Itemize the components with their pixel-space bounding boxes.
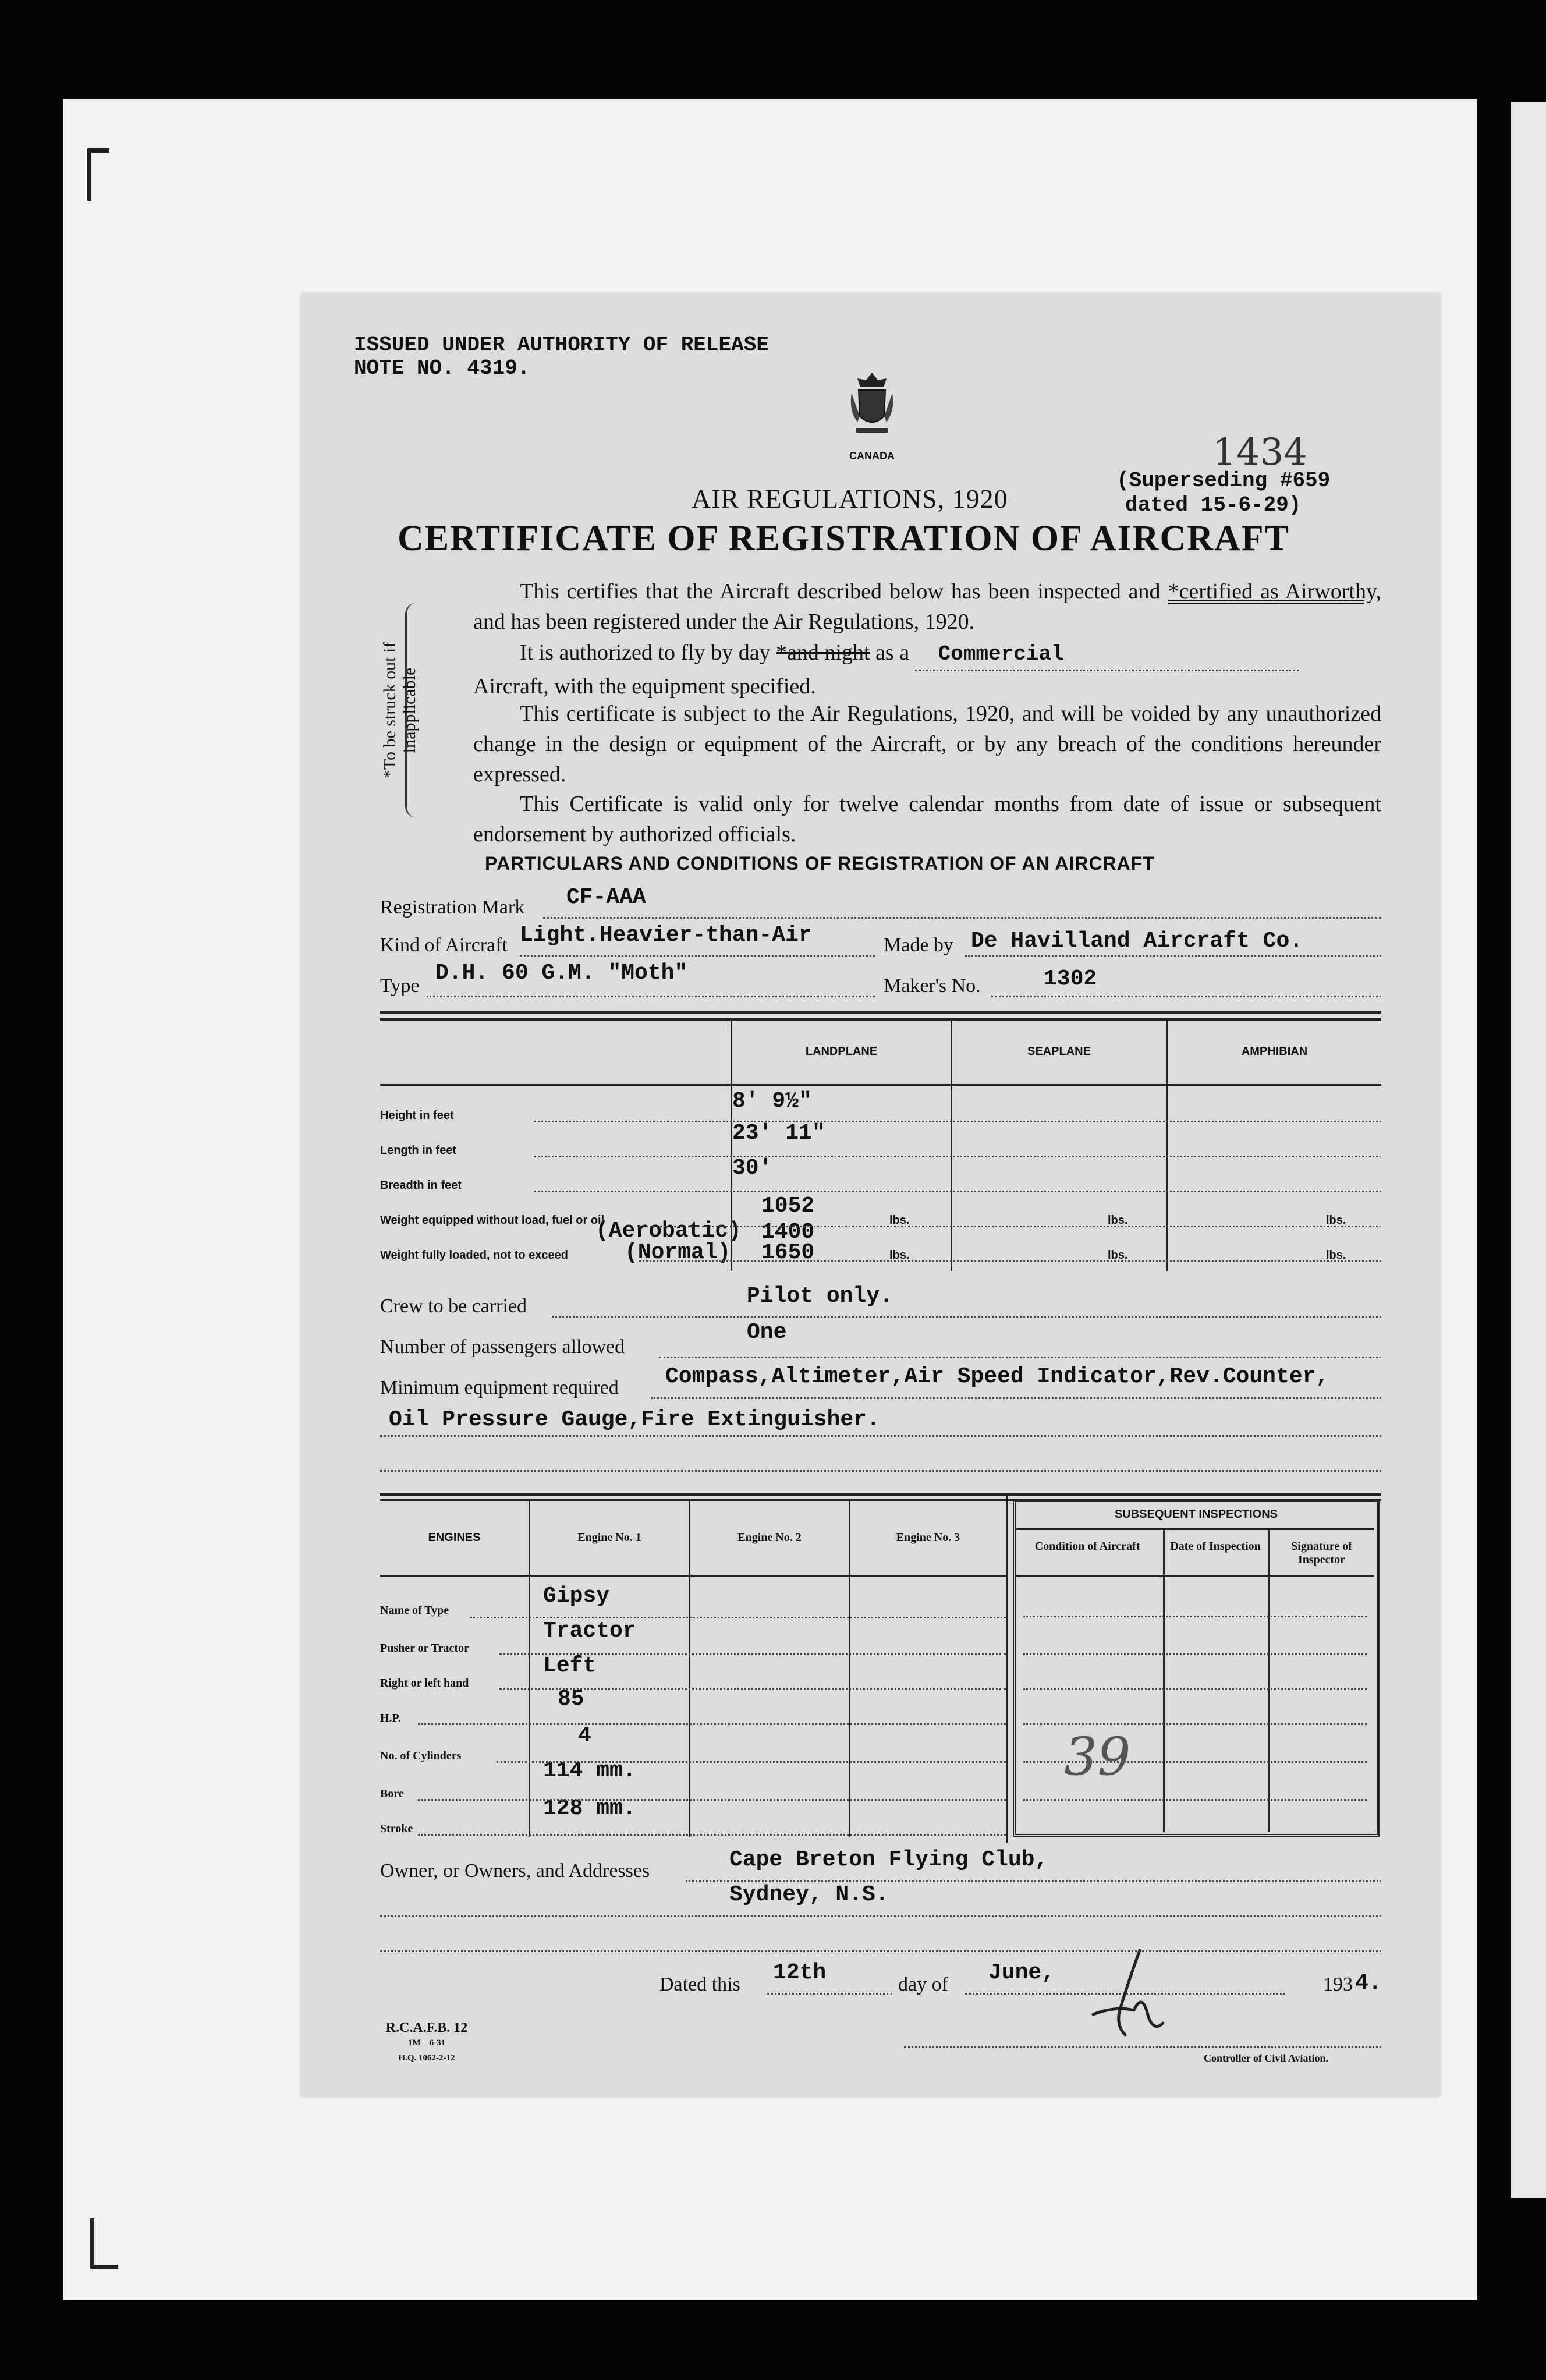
eng-row-line-2 — [499, 1653, 1006, 1655]
makers-no-value: 1302 — [1044, 966, 1097, 991]
insp-row-line-2 — [1023, 1653, 1367, 1655]
insp-header-rule — [1016, 1575, 1374, 1577]
eng-label-bore: Bore — [380, 1787, 404, 1800]
paragraph-certifies — [473, 576, 1381, 637]
type-label: Type — [380, 975, 420, 997]
section-rule-2 — [380, 1018, 1381, 1021]
dim-col-landplane: LANDPLANE — [805, 1045, 878, 1058]
equipment-line-1 — [651, 1397, 1381, 1399]
inspections-heading-rule — [1016, 1528, 1374, 1530]
insp-col-condition: Condition of Aircraft — [1034, 1540, 1140, 1553]
form-ref-line-1: R.C.A.F.B. 12 — [385, 2020, 468, 2035]
eng-value-hand: Left — [543, 1653, 597, 1678]
eng-col-divider-3 — [849, 1499, 850, 1837]
made-by-label: Made by — [884, 934, 953, 956]
dim-unit-land-1: lbs. — [889, 1214, 910, 1227]
dim-row-line-1 — [534, 1121, 1381, 1122]
dim-unit-sea-1: lbs. — [1108, 1214, 1128, 1227]
insp-row-line-4 — [1023, 1723, 1367, 1725]
dim-row-value-weight-normal: 1650 — [761, 1240, 815, 1265]
eng-label-type: Name of Type — [380, 1604, 449, 1617]
kind-of-aircraft-label: Kind of Aircraft — [380, 934, 508, 956]
dim-row-value-weight-aerobatic: 1400 — [761, 1220, 815, 1245]
dim-row-value-weight-empty: 1052 — [761, 1193, 815, 1219]
superseding-note — [1116, 469, 1330, 518]
inspections-handwritten-mark: 39 — [1064, 1726, 1131, 1787]
insp-row-line-3 — [1023, 1688, 1367, 1690]
equipment-value-line-1: Compass,Altimeter,Air Speed Indicator,Rev.Counter, — [665, 1364, 1329, 1389]
form-ref-line-2: 1M—6-31 — [407, 2038, 446, 2048]
dim-unit-amph-1: lbs. — [1326, 1214, 1346, 1227]
makers-no-line — [991, 996, 1381, 997]
eng-col-engine-1: Engine No. 1 — [577, 1531, 641, 1544]
form-reference — [380, 2020, 473, 2066]
crop-mark-top-left-v — [87, 148, 91, 201]
card-edge — [1511, 102, 1546, 2198]
dim-row-label-height: Height in feet — [380, 1109, 454, 1122]
para2-text-a: It is authorized to fly by day — [520, 640, 776, 665]
dim-row-value-height: 8' 9½" — [732, 1089, 812, 1114]
dim-col-amphibian: AMPHIBIAN — [1241, 1045, 1308, 1058]
kind-of-aircraft-value: Light.Heavier-than-Air — [520, 923, 812, 948]
dim-row-line-5 — [639, 1260, 1381, 1262]
superseding-line-2: dated 15-6-29) — [1125, 493, 1302, 517]
dim-row-label-weight-empty: Weight equipped without load, fuel or oil — [380, 1214, 605, 1227]
crew-line — [552, 1316, 1381, 1318]
paragraph-subject: This certificate is subject to the Air Regulations, 1920, and will be voided by any unauthorized change in the design or equipment of the Aircraft, or by any breach of the conditions hereunder expressed. — [473, 702, 1381, 787]
engine-table-top-rule-1 — [380, 1493, 1381, 1496]
eng-label-stroke: Stroke — [380, 1822, 413, 1835]
made-by-value: De Havilland Aircraft Co. — [971, 929, 1303, 954]
inspections-heading: SUBSEQUENT INSPECTIONS — [1114, 1508, 1278, 1521]
passengers-value: One — [747, 1320, 787, 1345]
equipment-line-2 — [380, 1435, 1381, 1437]
eng-row-line-7 — [418, 1834, 1006, 1836]
para2-text-d: Aircraft, with the equipment specified. — [473, 674, 816, 699]
dated-this-label: Dated this — [659, 1974, 740, 1995]
eng-row-line-6 — [418, 1799, 1006, 1801]
type-line — [427, 996, 875, 997]
crop-mark-bottom-left-h — [90, 2265, 118, 2269]
passengers-line — [659, 1357, 1381, 1358]
side-note-line-2: inapplicable — [400, 667, 419, 753]
day-of-label: day of — [898, 1974, 948, 1995]
eng-row-line-4 — [418, 1723, 1006, 1725]
dim-row-label-length: Length in feet — [380, 1144, 457, 1157]
side-note-line-1: *To be struck out if — [380, 642, 399, 779]
dim-row-line-2 — [534, 1156, 1381, 1157]
para1-text-a: This certifies that the Aircraft described below has been inspected and — [520, 579, 1168, 604]
dim-col-seaplane: SEAPLANE — [1027, 1045, 1091, 1058]
eng-value-type: Gipsy — [543, 1584, 610, 1609]
crew-label: Crew to be carried — [380, 1295, 527, 1317]
eng-row-line-5 — [497, 1761, 1006, 1763]
signature-line — [904, 2046, 1381, 2048]
dim-row-label-weight-loaded: Weight fully loaded, not to exceed — [380, 1249, 568, 1262]
kind-of-aircraft-line — [520, 955, 875, 957]
owner-line-3 — [380, 1950, 1381, 1952]
dated-day-line — [767, 1993, 892, 1995]
makers-no-label: Maker's No. — [884, 975, 981, 997]
eng-value-hp: 85 — [558, 1687, 584, 1712]
country-label: CANADA — [849, 450, 895, 462]
para1-struck-phrase: *certified as Airworthy, — [1168, 579, 1381, 604]
dated-year-suffix: 4. — [1355, 1971, 1382, 1996]
eng-row-line-1 — [470, 1617, 1006, 1618]
eng-value-stroke: 128 mm. — [543, 1796, 636, 1821]
particulars-heading: PARTICULARS AND CONDITIONS OF REGISTRATION OF AN AIRCRAFT — [485, 853, 1155, 874]
insp-col-date: Date of Inspection — [1170, 1540, 1261, 1553]
section-rule-1 — [380, 1011, 1381, 1014]
para1-text-c: and has been registered under the Air Regulations, 1920. — [473, 610, 975, 634]
eng-col-engine-2: Engine No. 2 — [737, 1531, 802, 1544]
eng-value-bore: 114 mm. — [543, 1758, 636, 1783]
dated-year-prefix: 193 — [1323, 1974, 1353, 1995]
side-note — [380, 600, 420, 821]
dim-row-value-breadth: 30' — [732, 1156, 772, 1181]
insp-row-line-1 — [1023, 1616, 1367, 1617]
registration-mark-line — [543, 917, 1381, 919]
dim-row-line-4 — [639, 1226, 1381, 1227]
owner-value-line-2: Sydney, N.S. — [729, 1882, 889, 1907]
eng-label-pusher: Pusher or Tractor — [380, 1642, 469, 1655]
eng-header-rule — [380, 1575, 1006, 1577]
regulations-heading: AIR REGULATIONS, 1920 — [692, 484, 1008, 513]
dim-row-note-normal: (Normal) — [625, 1240, 731, 1265]
crop-mark-bottom-left-v — [90, 2218, 94, 2269]
dated-day-value: 12th — [773, 1960, 827, 1985]
dim-row-label-breadth: Breadth in feet — [380, 1179, 462, 1192]
eng-col-engines: ENGINES — [428, 1531, 481, 1544]
controller-signature — [1070, 1947, 1186, 2046]
superseding-line-1: (Superseding #659 — [1116, 469, 1331, 493]
eng-col-engine-3: Engine No. 3 — [896, 1531, 960, 1544]
eng-row-line-3 — [499, 1688, 1006, 1690]
paragraph-authorized — [473, 638, 1381, 702]
eng-label-cylinders: No. of Cylinders — [380, 1749, 462, 1762]
dim-unit-land-2: lbs. — [889, 1249, 910, 1262]
eng-label-hp: H.P. — [380, 1712, 401, 1724]
eng-value-pusher: Tractor — [543, 1618, 636, 1644]
eng-col-divider-4 — [1006, 1493, 1008, 1843]
owner-label: Owner, or Owners, and Addresses — [380, 1860, 650, 1882]
crew-value: Pilot only. — [747, 1284, 893, 1309]
para2-category-value: Commercial — [915, 639, 1299, 671]
insp-col-signature: Signature of Inspector — [1291, 1540, 1352, 1566]
handwritten-file-number: 1434 — [1212, 431, 1307, 474]
registration-mark-value: CF-AAA — [566, 885, 646, 910]
dim-header-rule — [380, 1084, 1381, 1086]
para2-struck-phrase: *and night — [776, 640, 870, 665]
dim-row-line-3 — [534, 1191, 1381, 1192]
type-value: D.H. 60 G.M. "Moth" — [435, 961, 688, 986]
owner-value-line-1: Cape Breton Flying Club, — [729, 1847, 1048, 1872]
owner-line-2 — [380, 1915, 1381, 1917]
dim-unit-amph-2: lbs. — [1326, 1249, 1346, 1262]
release-note-line-1: ISSUED UNDER AUTHORITY OF RELEASE — [354, 333, 769, 357]
coat-of-arms-emblem — [846, 370, 898, 440]
registration-mark-label: Registration Mark — [380, 897, 525, 918]
para2-text-c: as a — [870, 640, 910, 665]
eng-label-hand: Right or left hand — [380, 1677, 469, 1690]
equipment-line-3 — [380, 1470, 1381, 1472]
release-note-line-2: NOTE NO. 4319. — [354, 356, 530, 380]
form-ref-line-3: H.Q. 1062-2-12 — [398, 2053, 455, 2063]
release-note — [354, 334, 769, 380]
dim-row-value-length: 23' 11" — [732, 1121, 825, 1146]
signature-title: Controller of Civil Aviation. — [1204, 2052, 1328, 2064]
eng-col-divider-1 — [529, 1499, 530, 1837]
equipment-value-line-2: Oil Pressure Gauge,Fire Extinguisher. — [389, 1407, 880, 1432]
dim-unit-sea-2: lbs. — [1108, 1249, 1128, 1262]
eng-col-divider-2 — [689, 1499, 690, 1837]
paragraph-validity: This Certificate is valid only for twelve calendar months from date of issue or subsequent endorsement by authorized officials. — [473, 792, 1381, 847]
equipment-label: Minimum equipment required — [380, 1377, 619, 1398]
eng-value-cylinders: 4 — [578, 1723, 591, 1748]
dated-month-value: June, — [988, 1960, 1055, 1985]
insp-row-line-6 — [1023, 1799, 1367, 1801]
dim-row-note-aerobatic: (Aerobatic) — [595, 1219, 742, 1244]
certificate-title: CERTIFICATE OF REGISTRATION OF AIRCRAFT — [398, 519, 1290, 558]
passengers-label: Number of passengers allowed — [380, 1336, 625, 1358]
certificate-page — [302, 294, 1439, 2096]
made-by-line — [965, 955, 1381, 957]
